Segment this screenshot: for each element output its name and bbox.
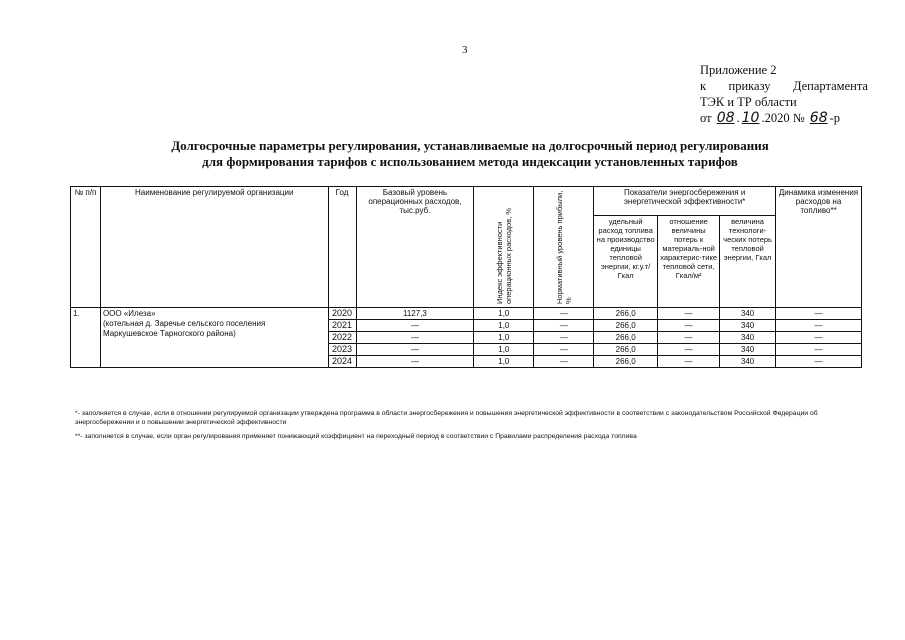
cell-year: 2023 xyxy=(328,344,356,356)
cell-profit: — xyxy=(534,332,594,344)
header-index-text: Индекс эффективности операционных расходов, % xyxy=(494,207,513,304)
appendix-order-line xyxy=(700,78,868,94)
header-year: Год xyxy=(328,187,356,308)
appendix-department: Департамента xyxy=(792,79,868,93)
cell-fuel: 266,0 xyxy=(594,308,658,320)
appendix-date-line: от 08 . 10 .2020 № 68 -р xyxy=(700,110,841,126)
header-base: Базовый уровень операционных расходов, тыс.руб. xyxy=(356,187,474,308)
title-line-2: для формирования тарифов с использованием метода индексации установленных тарифов xyxy=(202,154,738,169)
header-energy-group: Показатели энергосбережения и энергетической эффективности* xyxy=(594,187,776,216)
cell-loss-ratio: — xyxy=(658,320,720,332)
cell-fuel: 266,0 xyxy=(594,320,658,332)
cell-loss-value: 340 xyxy=(720,332,776,344)
header-dynamics: Динамика изменения расходов на топливо** xyxy=(776,187,862,308)
footnote-1: *- заполняется в случае, если в отношении регулируемой организации утверждена программа в области энергосбережения и повышения энергетической эффективности в соответствии с законодательством Российской Федерации об энергосбережении и о повышении энергетической эффективности xyxy=(75,410,818,426)
cell-year: 2020 xyxy=(328,308,356,320)
cell-base: — xyxy=(356,320,474,332)
cell-profit: — xyxy=(534,308,594,320)
org-name-line-3: Маркушевское Тарногского района) xyxy=(102,329,236,338)
cell-profit: — xyxy=(534,320,594,332)
cell-index: 1,0 xyxy=(474,356,534,368)
org-number: 1. xyxy=(71,308,101,368)
date-prefix: от xyxy=(700,111,712,125)
cell-base: 1127,3 xyxy=(356,308,474,320)
table-header-row xyxy=(71,187,862,216)
document-title xyxy=(100,138,840,170)
cell-fuel: 266,0 xyxy=(594,344,658,356)
header-index xyxy=(474,187,534,308)
cell-index: 1,0 xyxy=(474,344,534,356)
org-name-line-2: (котельная д. Заречье сельского поселения xyxy=(102,319,266,328)
cell-fuel: 266,0 xyxy=(594,356,658,368)
cell-year: 2024 xyxy=(328,356,356,368)
cell-dynamics: — xyxy=(776,308,862,320)
cell-dynamics: — xyxy=(776,332,862,344)
appendix-block xyxy=(700,62,885,126)
appendix-k: к xyxy=(700,79,707,93)
cell-year: 2021 xyxy=(328,320,356,332)
appendix-title: Приложение 2 xyxy=(700,63,777,77)
cell-profit: — xyxy=(534,344,594,356)
footnote-2: **- заполняется в случае, если орган регулирования применяет понижающий коэффициент на переходный период в соответствии с Правилами распределения расхода топлива xyxy=(75,433,637,440)
title-line-1: Долгосрочные параметры регулирования, устанавливаемые на долгосрочный период регулирования xyxy=(171,138,769,153)
cell-dynamics: — xyxy=(776,356,862,368)
cell-loss-ratio: — xyxy=(658,344,720,356)
header-fuel: удельный расход топлива на производство единицы тепловой энергии, кг.у.т/Гкал xyxy=(594,216,658,308)
cell-loss-value: 340 xyxy=(720,344,776,356)
parameters-table xyxy=(70,186,862,368)
cell-profit: — xyxy=(534,356,594,368)
appendix-order-word: приказу xyxy=(728,79,771,93)
cell-index: 1,0 xyxy=(474,332,534,344)
header-num: № п/п xyxy=(71,187,101,308)
cell-index: 1,0 xyxy=(474,308,534,320)
org-name xyxy=(100,308,328,368)
cell-base: — xyxy=(356,344,474,356)
cell-loss-value: 340 xyxy=(720,356,776,368)
cell-loss-ratio: — xyxy=(658,332,720,344)
table-row xyxy=(71,308,862,320)
doc-number: 68 xyxy=(809,110,828,126)
header-org: Наименование регулируемой организации xyxy=(100,187,328,308)
date-day: 08 xyxy=(716,110,735,126)
page-number: 3 xyxy=(462,44,468,56)
cell-loss-ratio: — xyxy=(658,356,720,368)
cell-index: 1,0 xyxy=(474,320,534,332)
cell-loss-value: 340 xyxy=(720,308,776,320)
cell-loss-value: 340 xyxy=(720,320,776,332)
date-year: .2020 № xyxy=(761,111,805,125)
header-loss-value: величина технологи-ческих потерь тепловой энергии, Гкал xyxy=(720,216,776,308)
cell-loss-ratio: — xyxy=(658,308,720,320)
header-loss-ratio: отношение величины потерь к материаль-ной характерис-тике тепловой сети, Гкал/м² xyxy=(658,216,720,308)
cell-base: — xyxy=(356,356,474,368)
appendix-department-name: ТЭК и ТР области xyxy=(700,95,797,109)
cell-dynamics: — xyxy=(776,344,862,356)
date-month: 10 xyxy=(741,110,760,126)
org-name-line-1: ООО «Илеза» xyxy=(102,309,156,318)
header-profit-text: Нормативный уровень прибыли, % xyxy=(554,190,573,304)
cell-fuel: 266,0 xyxy=(594,332,658,344)
header-profit xyxy=(534,187,594,308)
doc-suffix: -р xyxy=(829,111,841,125)
cell-dynamics: — xyxy=(776,320,862,332)
cell-year: 2022 xyxy=(328,332,356,344)
cell-base: — xyxy=(356,332,474,344)
